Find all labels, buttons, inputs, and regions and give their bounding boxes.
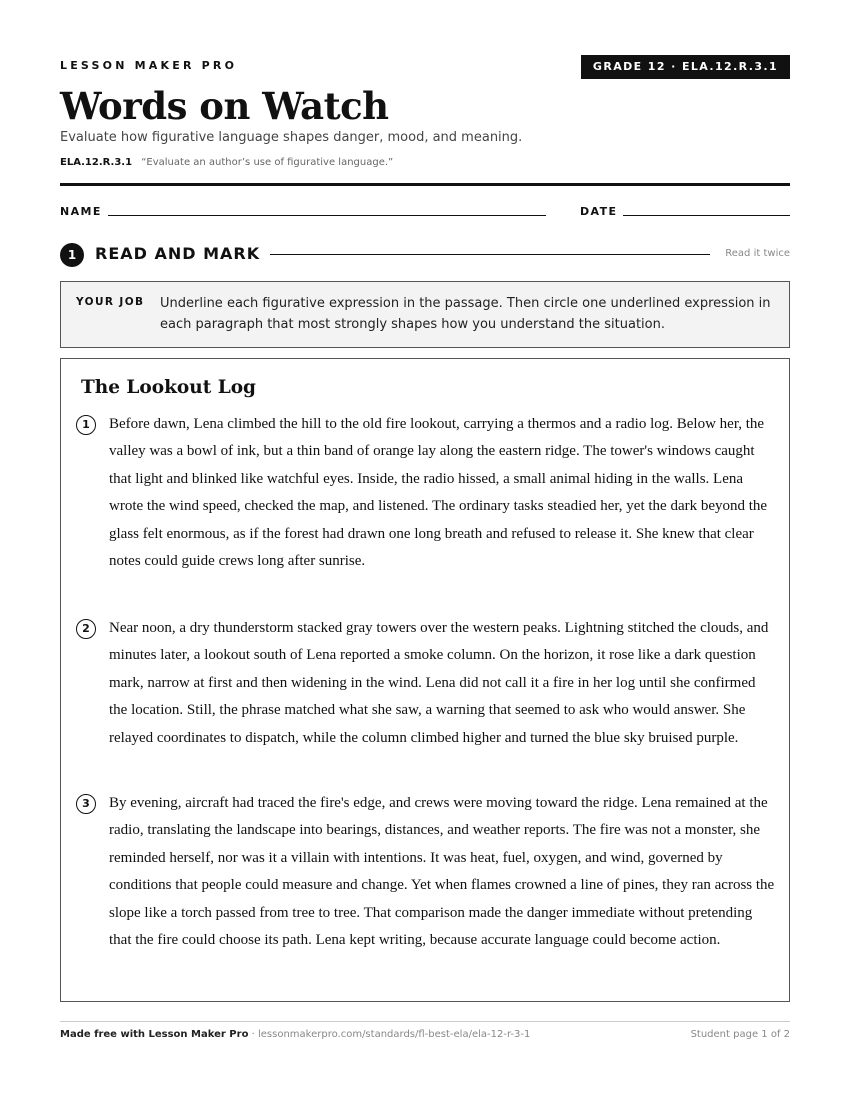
passage-box (60, 358, 790, 1002)
footer-credit (60, 1029, 530, 1040)
name-label: NAME (60, 205, 102, 218)
instructions-label: YOUR JOB (76, 296, 145, 308)
footer-url[interactable]: · lessonmakerpro.com/standards/fl-best-ela/ela-12-r-3-1 (248, 1029, 531, 1040)
date-label: DATE (580, 205, 618, 218)
paragraph: By evening, aircraft had traced the fire's edge, and crews were moving toward the ridge. Lena remained at the radio, translating the landscape into bearings, distances, and weather reports. The fire was not a monster, she reminded herself, nor was it a villain with intentions. It was heat, fuel, oxygen, and wind, governed by conditions that people could measure and change. Yet when flames crowned a line of pines, they ran across the slope like a torch passed from tree to tree. That comparison made the danger immediate without pretending that the fire could choose its path. Lena kept writing, because accurate language could become action. (109, 795, 775, 949)
standard-line (60, 157, 393, 168)
paragraph-number: 3 (76, 794, 96, 814)
footer-made-with: Made free with Lesson Maker Pro (60, 1029, 249, 1040)
standard-text: “Evaluate an author’s use of figurative language.” (141, 157, 394, 168)
brand-name: LESSON MAKER PRO (60, 59, 238, 72)
paragraph-number: 1 (76, 415, 96, 435)
section-rule (270, 254, 710, 255)
paragraph-number: 2 (76, 619, 96, 639)
header-divider (60, 183, 790, 186)
grade-badge: GRADE 12 · ELA.12.R.3.1 (581, 55, 790, 79)
page-subtitle: Evaluate how figurative language shapes danger, mood, and meaning. (60, 130, 523, 145)
date-line[interactable] (623, 215, 790, 216)
page-title: Words on Watch (60, 84, 389, 128)
standard-code: ELA.12.R.3.1 (60, 157, 133, 168)
section-header (60, 243, 790, 267)
footer-divider (60, 1021, 790, 1022)
section-number-badge: 1 (60, 243, 84, 267)
section-note: Read it twice (725, 248, 790, 259)
footer-page-number: Student page 1 of 2 (690, 1029, 790, 1040)
paragraph: Near noon, a dry thunderstorm stacked gray towers over the western peaks. Lightning stitched the clouds, and minutes later, a lookout south of Lena reported a smoke column. On the horizon, it rose like a dark question mark, narrow at first and then widening in the wind. Lena did not call it a fire in her log until she confirmed the location. Still, the phrase matched what she saw, a warning that seemed to ask who would answer. She relayed coordinates to dispatch, while the column climbed higher and turned the blue sky bruised purple. (109, 620, 769, 746)
name-line[interactable] (108, 215, 546, 216)
section-title: READ AND MARK (95, 244, 261, 263)
passage-title: The Lookout Log (81, 377, 256, 398)
paragraph: Before dawn, Lena climbed the hill to the old fire lookout, carrying a thermos and a radio log. Below her, the valley was a bowl of ink, but a thin band of orange lay along the eastern ridge. The tower's windows caught that light and blinked like watchful eyes. Inside, the radio hissed, a small animal hiding in the walls. Lena wrote the wind speed, checked the map, and listened. The ordinary tasks steadied her, yet the dark beyond the glass felt enormous, as if the forest had drawn one long breath and refused to release it. She knew that clear notes could guide crews long after sunrise. (109, 416, 768, 570)
instructions-text: Underline each figurative expression in the passage. Then circle one underlined expression in each paragraph that most strongly shapes how you understand the situation. (160, 296, 771, 332)
instructions-box (60, 281, 790, 348)
